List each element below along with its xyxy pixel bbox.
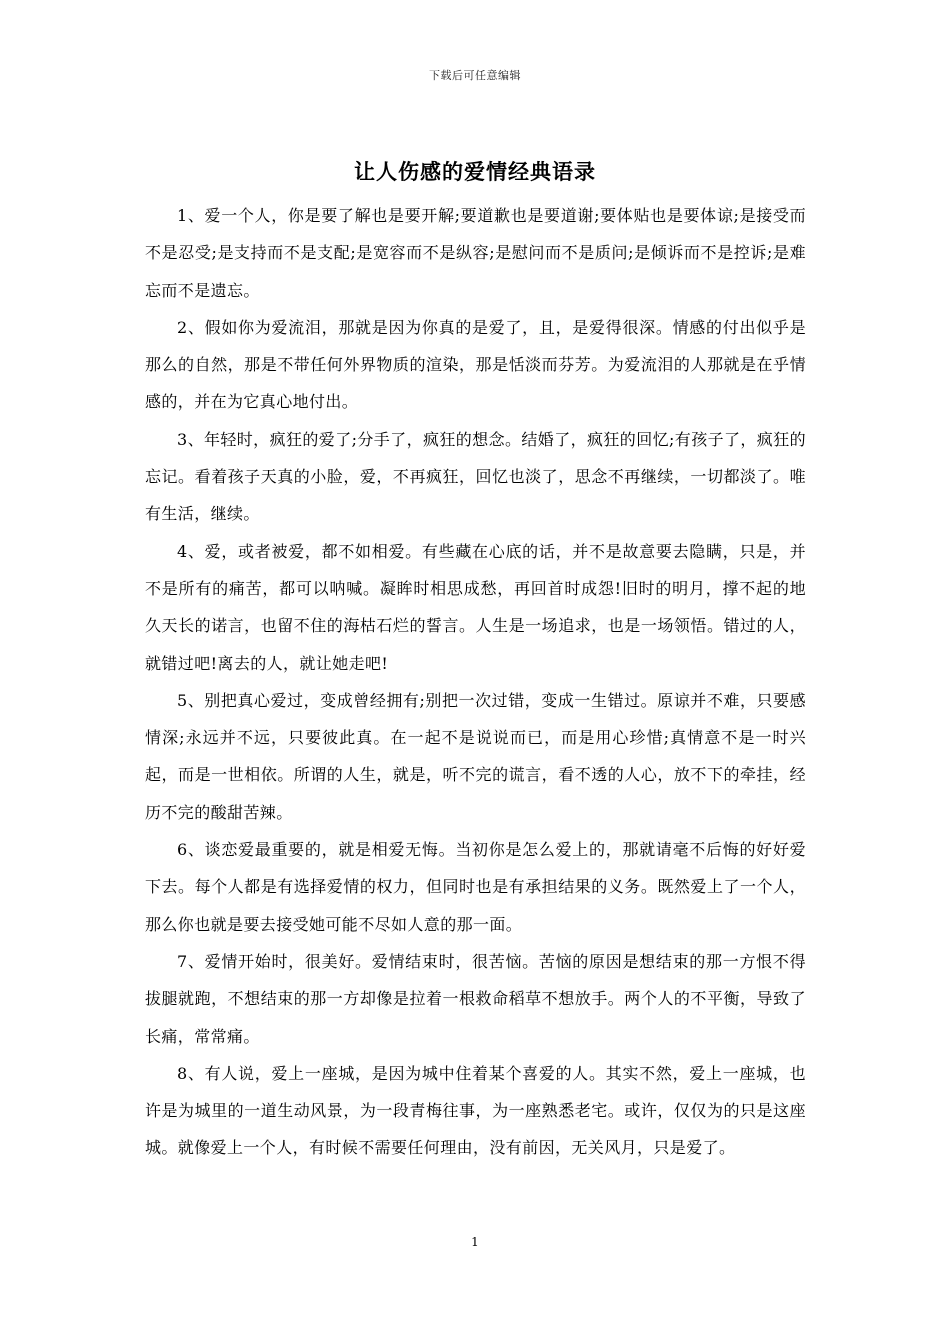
quote-paragraph-4: 4、爱，或者被爱，都不如相爱。有些藏在心底的话，并不是故意要去隐瞒，只是，并不是所有的痛苦，都可以呐喊。凝眸时相思成愁，再回首时成怨!旧时的明月，撑不起的地久天长的诺言，也留不住的海枯石烂的誓言。人生是一场追求，也是一场领悟。错过的人，就错过吧!离去的人，就让她走吧!: [145, 541, 806, 673]
quote-paragraph-8: 8、有人说，爱上一座城，是因为城中住着某个喜爱的人。其实不然，爱上一座城，也许是为城里的一道生动风景，为一段青梅往事，为一座熟悉老宅。或许，仅仅为的只是这座城。就像爱上一个人，有时候不需要任何理由，没有前因，无关风月，只是爱了。: [145, 1063, 806, 1158]
document-title: 让人伤感的爱情经典语录: [354, 159, 596, 184]
quote-paragraph-2: 2、假如你为爱流泪，那就是因为你真的是爱了，且，是爱得很深。情感的付出似乎是那么的自然，那是不带任何外界物质的渲染，那是恬淡而芬芳。为爱流泪的人那就是在乎情感的，并在为它真心地付出。: [145, 317, 806, 412]
quote-paragraph-5: 5、别把真心爱过，变成曾经拥有;别把一次过错，变成一生错过。原谅并不难，只要感情深;永远并不远，只要彼此真。在一起不是说说而已，而是用心珍惜;真情意不是一时兴起，而是一世相依。所谓的人生，就是，听不完的谎言，看不透的人心，放不下的牵挂，经历不完的酸甜苦辣。: [145, 690, 806, 822]
document-body: [145, 197, 806, 1167]
quote-paragraph-1: 1、爱一个人，你是要了解也是要开解;要道歉也是要道谢;要体贴也是要体谅;是接受而不是忍受;是支持而不是支配;是宽容而不是纵容;是慰问而不是质问;是倾诉而不是控诉;是难忘而不是遗忘。: [145, 206, 806, 300]
quote-paragraph-3: 3、年轻时，疯狂的爱了;分手了，疯狂的想念。结婚了，疯狂的回忆;有孩子了，疯狂的忘记。看着孩子天真的小脸，爱，不再疯狂，回忆也淡了，思念不再继续，一切都淡了。唯有生活，继续。: [145, 429, 806, 524]
quote-paragraph-7: 7、爱情开始时，很美好。爱情结束时，很苦恼。苦恼的原因是想结束的那一方恨不得拔腿就跑，不想结束的那一方却像是拉着一根救命稻草不想放手。两个人的不平衡，导致了长痛，常常痛。: [145, 951, 806, 1046]
header-note: 下载后可任意编辑: [429, 69, 521, 82]
page-number: 1: [471, 1235, 479, 1249]
quote-paragraph-6: 6、谈恋爱最重要的，就是相爱无悔。当初你是怎么爱上的，那就请毫不后悔的好好爱下去。每个人都是有选择爱情的权力，但同时也是有承担结果的义务。既然爱上了一个人，那么你也就是要去接受她可能不尽如人意的那一面。: [145, 840, 806, 934]
